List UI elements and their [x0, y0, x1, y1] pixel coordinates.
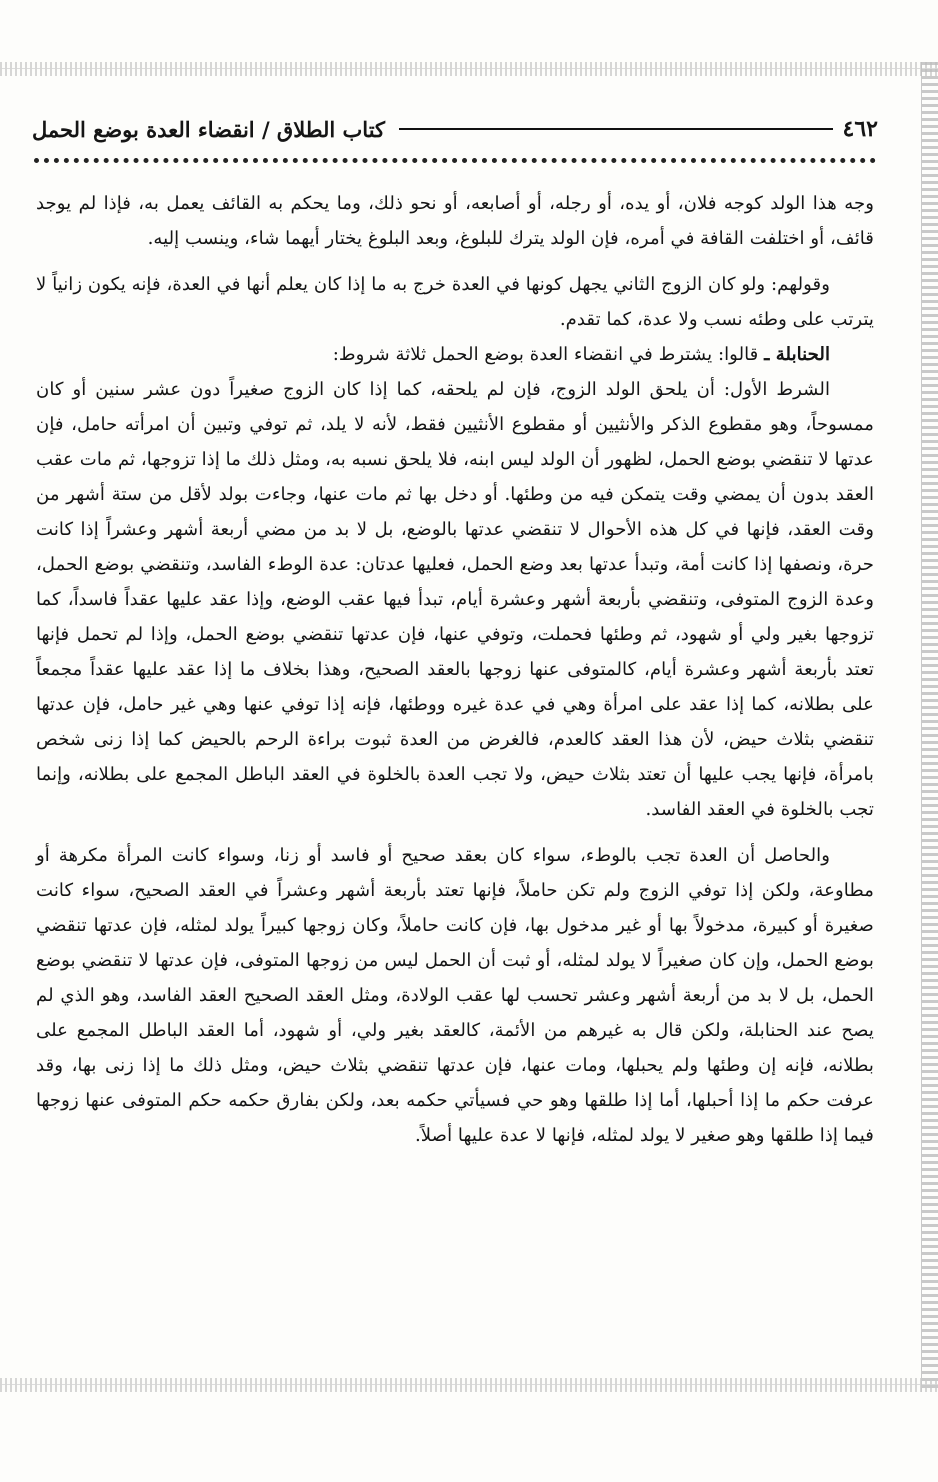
paragraph-4: الشرط الأول: أن يلحق الولد الزوج، فإن لم يلحقه، كما إذا كان الزوج صغيراً دون عشر سنين أو كان ممسوحاً، وهو مقطوع الذكر والأنثيين أو مقطوع الأنثيين فقط، لأنه لا يلد، ثم توفي وتبين أن امرأته حامل، فإن عدتها لا تنقضي بوضع الحمل، لظهور أن الولد ليس ابنه، فلا يلحق نسبه به، ومثل ذلك ما إذا تزوجها، ثم مات عقب العقد بدون أن يمضي وقت يتمكن فيه من وطئها. أو دخل بها ثم مات عنها، وجاءت بولد لأقل من ستة أشهر من وقت العقد، فإنها في كل هذه الأحوال لا تنقضي عدتها بالوضع، بل لا بد من مضي أربعة أشهر وعشراً إذا كانت حرة، ونصفها إذا كانت أمة، وتبدأ عدتها بعد وضع الحمل، فعليها عدتان: عدة الوطء الفاسد، وتنقضي بوضع الحمل، وعدة الزوج المتوفى، وتنقضي بأربعة أشهر وعشرة أيام، تبدأ فيها عقب الوضع، وإذا عقد عليها عقداً فاسداً، كما تزوجها بغير ولي أو شهود، ثم وطئها فحملت، وتوفي عنها، فإن عدتها تنقضي بوضع الحمل، وإذا لم تحمل فإنها تعتد بأربعة أشهر وعشرة أيام، كالمتوفى عنها زوجها بالعقد الصحيح، وهذا بخلاف ما إذا عقد عليها عقداً مجمعاً على بطلانه، كما إذا عقد على امرأة وهي في عدة غيره ووطئها، فإنه إذا توفي عنها وهي غير حامل، فإن عدتها تنقضي بثلاث حيض، لأن هذا العقد كالعدم، فالغرض من العدة ثبوت براءة الرحم بالحيض كما إذا زنى شخص بامرأة، فإنها يجب عليها أن تعتد بثلاث حيض، ولا تجب العدة بالخلوة في العقد الباطل المجمع على بطلانه، وإنما تجب بالخلوة في العقد الفاسد. [36, 379, 874, 820]
paragraph-lead: الحنابلة ـ [764, 344, 830, 365]
paragraph-3-text: قالوا: يشترط في انقضاء العدة بوضع الحمل ثلاثة شروط: [332, 344, 765, 365]
bottom-border-ornament [0, 1378, 938, 1392]
paragraph-2: وقولهم: ولو كان الزوج الثاني يجهل كونها في العدة خرج به ما إذا كان يعلم أنها في العدة، فإنه يكون زانياً لا يترتب على وطئه نسب ولا عدة، كما تقدم. [36, 274, 874, 330]
dotted-separator [34, 158, 876, 163]
header-rule [399, 128, 833, 130]
paragraph-1: وجه هذا الولد كوجه فلان، أو يده، أو رجله، أو أصابعه، أو نحو ذلك، وما يحكم به القائف يعمل به، فإذا لم يوجد قائف، أو اختلفت القافة في أمره، فإن الولد يترك للبلوغ، وبعد البلوغ يختار أيهما شاء، وينسب إليه. [36, 193, 874, 249]
body-text [36, 186, 874, 1153]
top-border-ornament [0, 62, 938, 76]
side-border-ornament [921, 62, 938, 1392]
paragraph-3 [36, 337, 874, 372]
running-title: كتاب الطلاق / انقضاء العدة بوضع الحمل [32, 116, 386, 142]
page-number: ٤٦٢ [842, 116, 878, 142]
page-header [32, 112, 878, 146]
paragraph-5: والحاصل أن العدة تجب بالوطء، سواء كان بعقد صحيح أو فاسد أو زنا، وسواء كانت المرأة مكرهة أو مطاوعة، ولكن إذا توفي الزوج ولم تكن حاملاً، فإنها تعتد بأربعة أشهر وعشراً في العقد الصحيح، سواء كانت صغيرة أو كبيرة، مدخولاً بها أو غير مدخول بها، فإن كانت حاملاً، وكان زوجها كبيراً يولد لمثله، فإن عدتها تنقضي بوضع الحمل، وإن كان صغيراً لا يولد لمثله، أو ثبت أن الحمل ليس من زوجها المتوفى، فإن عدتها لا تنقضي بوضع الحمل، بل لا بد من أربعة أشهر وعشر تحسب لها عقب الولادة، ومثل العقد الصحيح العقد الفاسد، وهو الذي لم يصح عند الحنابلة، ولكن قال به غيرهم من الأئمة، كالعقد بغير ولي، أو شهود، أما العقد الباطل المجمع على بطلانه، فإنه إن وطئها ولم يحبلها، ومات عنها، فإن عدتها تنقضي بثلاث حيض، ومثل ذلك ما إذا زنى بها، وقد عرفت حكم ما إذا أحبلها، أما إذا طلقها وهو حي فسيأتي حكمه بعد، ولكن بفارق حكمه حكم المتوفى عنها زوجها فيما إذا طلقها وهو صغير لا يولد لمثله، فإنها لا عدة عليها أصلاً. [36, 845, 874, 1146]
